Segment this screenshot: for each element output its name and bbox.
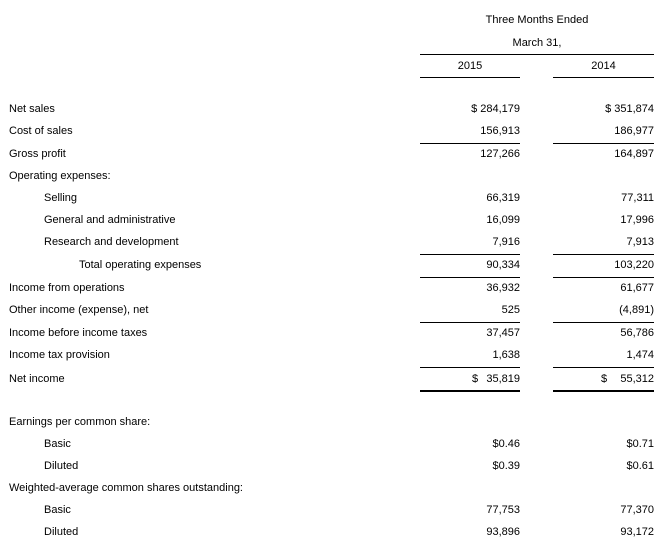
net-income-2015: 35,819 — [486, 373, 520, 385]
row-label-net-income: Net income — [9, 373, 65, 385]
shares-diluted-2015: 93,896 — [486, 526, 520, 538]
row-label-income-before-tax: Income before income taxes — [9, 327, 148, 339]
column-rule-2014 — [553, 77, 654, 78]
net-income-2014-currency: $ — [601, 373, 608, 385]
period-header-line1: Three Months Ended — [485, 14, 589, 26]
column-header-2015: 2015 — [457, 60, 483, 72]
rule-tax-provision-2015 — [420, 367, 520, 368]
selling-2014: 77,311 — [621, 192, 654, 204]
gross-profit-2015: 127,266 — [480, 148, 520, 160]
row-label-operating-expenses: Operating expenses: — [9, 170, 111, 182]
rule-research-dev-2014 — [553, 254, 654, 255]
selling-2015: 66,319 — [486, 192, 520, 204]
rule-cost-of-sales-2015 — [420, 143, 520, 144]
row-label-tax-provision: Income tax provision — [9, 349, 110, 361]
tax-provision-2015: 1,638 — [492, 349, 520, 361]
net-sales-2015: $ 284,179 — [471, 103, 520, 115]
row-label-gross-profit: Gross profit — [9, 148, 66, 160]
column-header-2014: 2014 — [591, 60, 616, 72]
income-ops-2015: 36,932 — [486, 282, 520, 294]
row-label-selling: Selling — [44, 192, 78, 204]
shares-diluted-2014: 93,172 — [620, 526, 654, 538]
rule-research-dev-2015 — [420, 254, 520, 255]
rule-tax-provision-2014 — [553, 367, 654, 368]
shares-basic-2014: 77,370 — [620, 504, 654, 516]
row-label-net-sales: Net sales — [9, 103, 55, 115]
row-label-income-ops: Income from operations — [9, 282, 125, 294]
period-header-line2: March 31, — [512, 37, 562, 49]
shares-basic-2015: 77,753 — [486, 504, 520, 516]
net-sales-2014: $ 351,874 — [605, 103, 654, 115]
eps-basic-2014: $0.71 — [626, 438, 654, 450]
row-label-shares-basic: Basic — [44, 504, 71, 516]
total-opex-2015: 90,334 — [486, 259, 520, 271]
tax-provision-2014: 1,474 — [626, 349, 654, 361]
rule-total-opex-2014 — [553, 277, 654, 278]
double-rule-net-income-2014 — [553, 390, 654, 392]
row-label-total-opex: Total operating expenses — [79, 259, 202, 271]
income-before-tax-2014: 56,786 — [620, 327, 654, 339]
research-dev-2015: 7,916 — [492, 236, 520, 248]
row-label-other-income: Other income (expense), net — [9, 304, 149, 316]
income-ops-2014: 61,677 — [620, 282, 654, 294]
row-label-eps-diluted: Diluted — [44, 460, 79, 472]
net-income-2014: 55,312 — [620, 373, 654, 385]
eps-diluted-2015: $0.39 — [492, 460, 520, 472]
eps-diluted-2014: $0.61 — [626, 460, 654, 472]
cost-of-sales-2014: 186,977 — [614, 125, 654, 137]
total-opex-2014: 103,220 — [614, 259, 654, 271]
general-admin-2014: 17,996 — [620, 214, 654, 226]
other-income-2014: (4,891) — [619, 304, 654, 316]
row-label-shares-diluted: Diluted — [44, 526, 79, 538]
row-label-eps-basic: Basic — [44, 438, 71, 450]
rule-total-opex-2015 — [420, 277, 520, 278]
header-rule-2015 — [420, 54, 654, 55]
eps-basic-2015: $0.46 — [492, 438, 520, 450]
gross-profit-2014: 164,897 — [614, 148, 654, 160]
rule-other-income-2014 — [553, 322, 654, 323]
row-label-eps: Earnings per common share: — [9, 416, 151, 428]
row-label-research-dev: Research and development — [44, 236, 179, 248]
double-rule-net-income-2015 — [420, 390, 520, 392]
net-income-2015-currency: $ — [472, 373, 479, 385]
cost-of-sales-2015: 156,913 — [480, 125, 520, 137]
other-income-2015: 525 — [501, 304, 520, 316]
column-rule-2015 — [420, 77, 520, 78]
row-label-wavg-shares: Weighted-average common shares outstanding: — [9, 482, 243, 494]
row-label-cost-of-sales: Cost of sales — [9, 125, 73, 137]
income-before-tax-2015: 37,457 — [486, 327, 520, 339]
general-admin-2015: 16,099 — [486, 214, 520, 226]
rule-other-income-2015 — [420, 322, 520, 323]
rule-cost-of-sales-2014 — [553, 143, 654, 144]
row-label-general-admin: General and administrative — [44, 214, 176, 226]
research-dev-2014: 7,913 — [626, 236, 654, 248]
